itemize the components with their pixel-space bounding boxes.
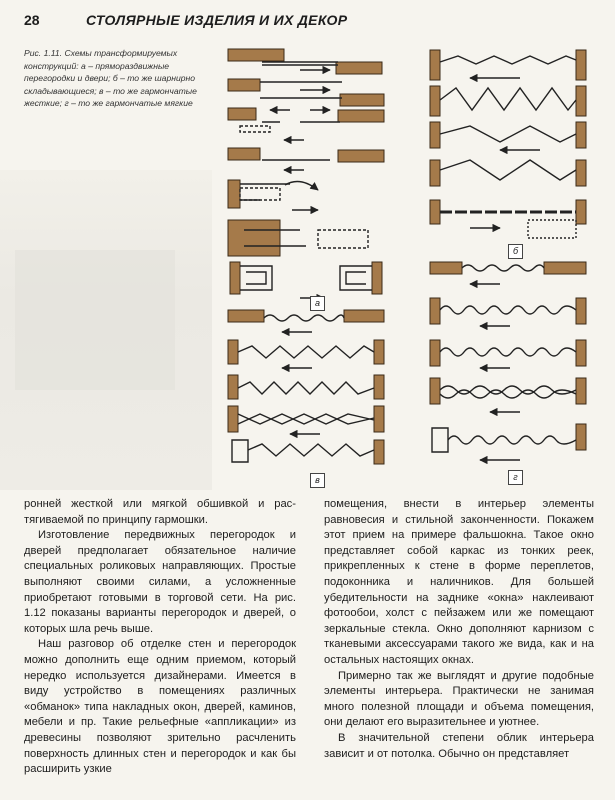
paragraph: ронней жесткой или мягкой обшивкой и рас-тягиваемой по принципу гармошки. bbox=[24, 498, 296, 526]
page-number: 28 bbox=[24, 12, 40, 28]
paragraph: помещения, внести в интерьер элементы равновесия и стильной законченности. Покажем этот прием на примере фальшокна. Такое окно представляет собой каркас из тонких реек, прикрепленных к стене в форме переплетов, подоконника и наличников. Для большей убедительности на заднике «окна» наклеивают фотообои, холст с пейзажем или же помещают зеркальные стекла. Окно дополняют карнизом с тканевыми аксессуарами такого же вида, как и на остальных настоящих окнах. bbox=[324, 498, 594, 666]
paragraph: Примерно так же выглядят и другие подобные элементы интерьера. Практически не занимая много полезной площади и объема помещения, они делают его выразительнее и уютнее. bbox=[324, 669, 594, 729]
figure-caption: Рис. 1.11. Схемы трансформируемых конструкций: а – прямораздвижные перегородки и двери; б – то же шарнирно складывающиеся; в – то же гармончатые жесткие; г – то же гармончатые мягкие bbox=[24, 48, 197, 109]
running-title: СТОЛЯРНЫЕ ИЗДЕЛИЯ И ИХ ДЕКОР bbox=[86, 12, 348, 28]
paragraph: В значительной степени облик интерьера зависит и от потолка. Обычно он представляет bbox=[324, 731, 594, 760]
paragraph: Наш разговор об отделке стен и перегородок можно дополнить еще одним приемом, который нередко используется дизайнерами. Имеется в виду устройство в помещениях различных «обманок» типа накладных окон, дверей, каминов, мебели и пр. Такие рельефные «аппликации» из древесины позволяют зрительно расчленить поверхность длинных стен и перегородок и как бы расширить узкие bbox=[24, 638, 296, 776]
figure-label-g: г bbox=[508, 470, 523, 485]
text-column-right bbox=[324, 497, 594, 762]
paragraph: Изготовление передвижных перегородок и дверей предполагает обязательное наличие специальных роликовых направляющих. Простые выполняют своими силами, а усложненные приобретают готовыми в торговой сети. На рис. 1.12 показаны варианты перегородок и дверей, о которых шла речь выше. bbox=[24, 529, 296, 635]
figure-label-a: а bbox=[310, 296, 325, 311]
text-column-left bbox=[24, 497, 296, 778]
figure-label-b: б bbox=[508, 244, 523, 259]
bleed-through-shade-inner bbox=[15, 250, 175, 390]
figure-label-v: в bbox=[310, 473, 325, 488]
